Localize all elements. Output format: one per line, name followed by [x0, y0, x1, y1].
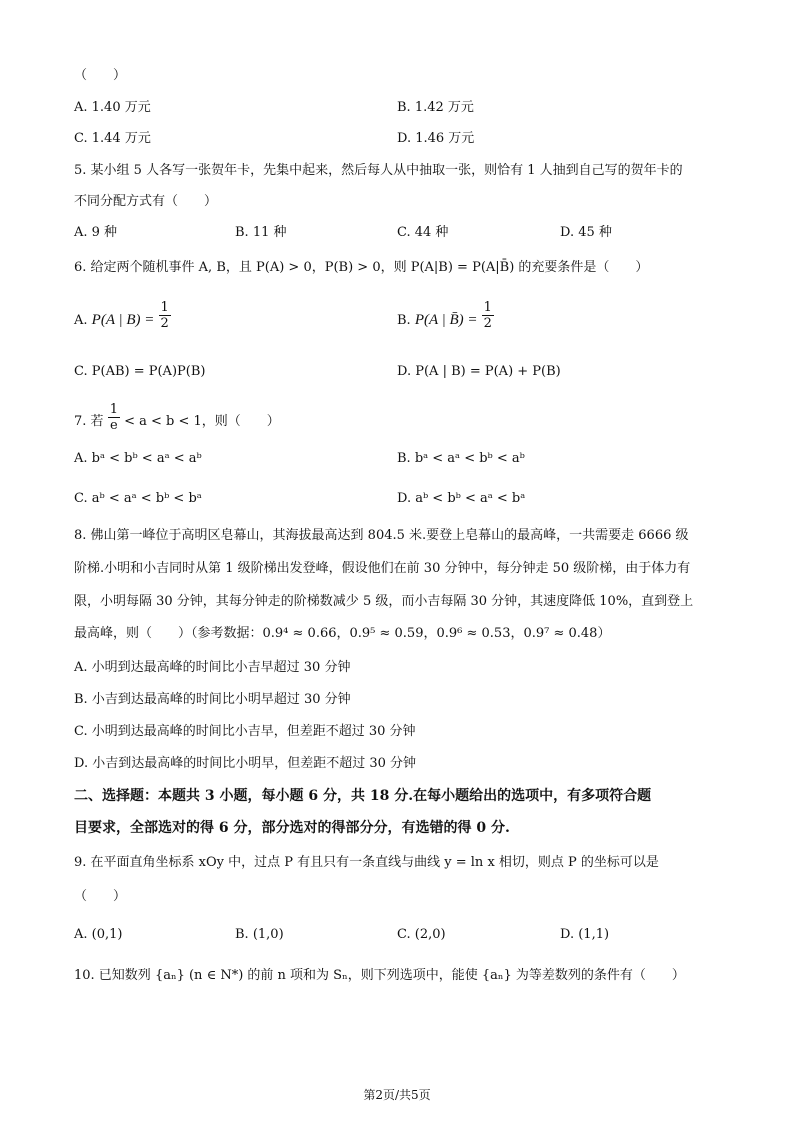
q5-option-a: A. 9 种 [74, 225, 118, 240]
q6-option-a [74, 300, 171, 331]
q7-fraction [108, 402, 120, 433]
q6-b-num: 1 [483, 300, 492, 315]
q8-option-b: B. 小吉到达最高峰的时间比小明早超过 30 分钟 [74, 692, 351, 707]
q6-b-den: 2 [483, 316, 492, 331]
q4-option-d: D. 1.46 万元 [397, 131, 475, 146]
q7-option-a: A. bᵃ < bᵇ < aᵃ < aᵇ [74, 451, 202, 466]
q6-option-d: D. P(A | B) = P(A) + P(B) [397, 364, 561, 379]
q4-option-a: A. 1.40 万元 [74, 100, 151, 115]
q8-stem-line1: 8. 佛山第一峰位于高明区皂幕山，其海拔最高达到 804.5 米.要登上皂幕山的最高峰，一共需要走 6666 级 [74, 528, 689, 543]
q6-a-label: A. [74, 313, 88, 328]
q4-paren: （ ） [74, 68, 127, 83]
q6-a-den: 2 [160, 316, 169, 331]
q6-b-label: B. [397, 313, 411, 328]
q6-a-fraction [159, 300, 171, 331]
q5-option-b: B. 11 种 [235, 225, 287, 240]
q6-stem: 6. 给定两个随机事件 A, B，且 P(A) > 0，P(B) > 0，则 P(A|B) = P(A|B̄) 的充要条件是（ ） [74, 260, 649, 275]
q7-cond: < a < b < 1，则（ ） [124, 414, 280, 429]
q6-b-fraction [482, 300, 494, 331]
q8-stem-line4: 最高峰，则（ ）（参考数据：0.9⁴ ≈ 0.66，0.9⁵ ≈ 0.59，0.9⁶ ≈ 0.53，0.9⁷ ≈ 0.48） [74, 626, 611, 641]
q6-a-expr: P(A | B) = [91, 312, 155, 328]
q9-stem: 9. 在平面直角坐标系 xOy 中，过点 P 有且只有一条直线与曲线 y = ln x 相切，则点 P 的坐标可以是 [74, 855, 659, 870]
q9-option-b: B. (1,0) [235, 927, 284, 942]
q7-stem [74, 402, 280, 433]
q5-option-c: C. 44 种 [397, 225, 449, 240]
q6-option-b [397, 300, 494, 331]
page-footer: 第2页/共5页 [363, 1088, 431, 1102]
q7-option-b: B. bᵃ < aᵃ < bᵇ < aᵇ [397, 451, 525, 466]
q10-stem: 10. 已知数列 {aₙ} (n ∈ N*) 的前 n 项和为 Sₙ，则下列选项中，能使 {aₙ} 为等差数列的条件有（ ） [74, 968, 685, 983]
q6-b-expr: P(A | B̄) = [414, 312, 478, 328]
q7-den: e [109, 418, 118, 433]
q5-stem-line1: 5. 某小组 5 人各写一张贺年卡，先集中起来，然后每人从中抽取一张，则恰有 1 人抽到自己写的贺年卡的 [74, 163, 683, 178]
q9-paren: （ ） [74, 889, 127, 904]
q8-stem-line3: 限，小明每隔 30 分钟，其每分钟走的阶梯数减少 5 级，而小吉每隔 30 分钟，其速度降低 10%，直到登上 [74, 594, 694, 609]
q6-option-c: C. P(AB) = P(A)P(B) [74, 364, 206, 379]
q9-option-c: C. (2,0) [397, 927, 446, 942]
q7-num: 1 [109, 402, 118, 417]
q5-stem-line2: 不同分配方式有（ ） [74, 194, 218, 209]
q4-option-c: C. 1.44 万元 [74, 131, 151, 146]
q9-option-d: D. (1,1) [560, 927, 610, 942]
q5-option-d: D. 45 种 [560, 225, 612, 240]
q7-prefix: 7. 若 [74, 414, 104, 429]
q8-stem-line2: 阶梯.小明和小吉同时从第 1 级阶梯出发登峰，假设他们在前 30 分钟中，每分钟走 50 级阶梯，由于体力有 [74, 561, 691, 576]
q7-option-c: C. aᵇ < aᵃ < bᵇ < bᵃ [74, 491, 202, 506]
section2-heading-line2: 目要求，全部选对的得 6 分，部分选对的得部分分，有选错的得 0 分. [74, 820, 510, 836]
q8-option-d: D. 小吉到达最高峰的时间比小明早，但差距不超过 30 分钟 [74, 756, 417, 771]
q8-option-c: C. 小明到达最高峰的时间比小吉早，但差距不超过 30 分钟 [74, 724, 416, 739]
q6-a-num: 1 [160, 300, 169, 315]
section2-heading-line1: 二、选择题：本题共 3 小题，每小题 6 分，共 18 分.在每小题给出的选项中，有多项符合题 [74, 788, 652, 804]
q4-option-b: B. 1.42 万元 [397, 100, 474, 115]
q7-option-d: D. aᵇ < bᵇ < aᵃ < bᵃ [397, 491, 526, 506]
q9-option-a: A. (0,1) [74, 927, 123, 942]
q8-option-a: A. 小明到达最高峰的时间比小吉早超过 30 分钟 [74, 660, 351, 675]
